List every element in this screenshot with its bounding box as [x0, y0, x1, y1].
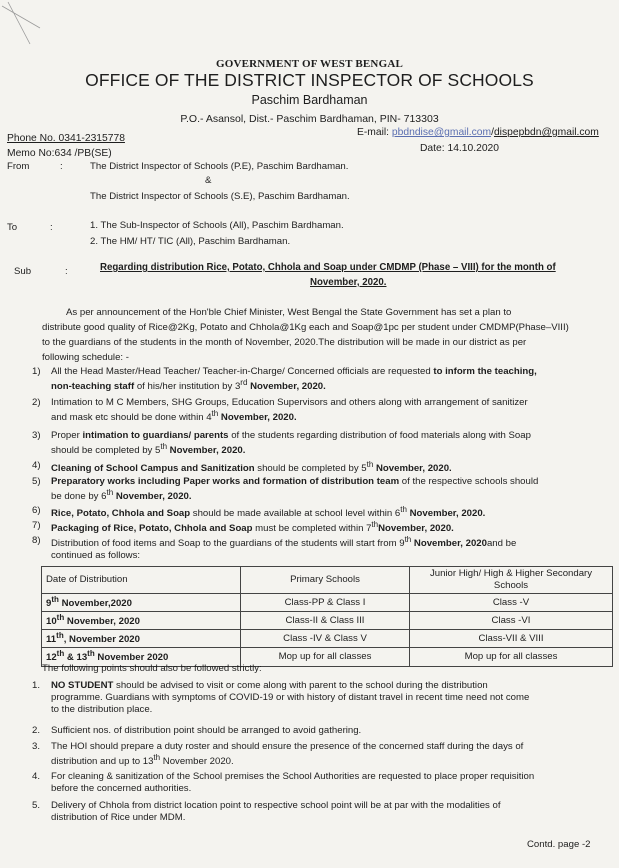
point-text: before the concerned authorities.	[51, 782, 192, 794]
secondary-cell: Class -VI	[410, 612, 613, 630]
schedule-item-6	[32, 505, 610, 520]
subject-line-2: November, 2020.	[310, 277, 387, 288]
from-label: From	[7, 161, 30, 172]
item-text: should be completed by 5	[51, 445, 161, 457]
item-bold-text: to inform the teaching,	[433, 366, 537, 377]
item-number: 8)	[32, 535, 41, 546]
point-number: 5.	[32, 800, 41, 811]
point-text: distribution and up to 13	[51, 756, 154, 768]
subject-line-1: Regarding distribution Rice, Potato, Chhola and Soap under CMDMP (Phase – VIII) for the month of	[100, 262, 556, 273]
table-row	[42, 630, 613, 648]
ordinal-suffix: th	[153, 752, 161, 762]
schedule-item-8	[32, 535, 610, 562]
schedule-item-3	[32, 430, 610, 457]
subject-colon: :	[65, 266, 68, 277]
item-bold-text: Rice, Potato, Chhola and Soap	[51, 508, 191, 520]
email-link-1[interactable]: pbdndise@gmail.com	[391, 127, 492, 138]
intro-line-2: distribute good quality of Rice@2Kg, Potato and Chhola@1Kg each and Soap@1pc per student under CMDMP(Phase–VIII)	[42, 322, 569, 333]
point-number: 2.	[32, 725, 41, 736]
point-item-5	[32, 800, 610, 824]
memo-number: Memo No:634 /PB(SE)	[7, 148, 112, 159]
item-number: 7)	[32, 520, 41, 531]
ordinal-suffix: th	[56, 649, 65, 659]
item-number: 5)	[32, 476, 41, 487]
ordinal-suffix: th	[87, 649, 95, 659]
point-item-1	[32, 680, 610, 716]
intro-line-1: As per announcement of the Hon'ble Chief Minister, West Bengal the State Government has set a plan to	[66, 307, 512, 318]
item-bold-text: intimation to guardians/ parents	[82, 430, 229, 441]
date-cell	[42, 612, 241, 630]
item-text: and mask etc should be done within 4	[51, 412, 212, 424]
item-bold-text: November, 2020.	[373, 463, 452, 475]
from-ampersand: &	[205, 175, 212, 186]
item-text: should be made available at school level within 6	[190, 508, 401, 520]
primary-cell: Class -IV & Class V	[241, 630, 410, 648]
point-number: 1.	[32, 680, 41, 691]
schedule-item-2	[32, 397, 610, 424]
from-line-1: The District Inspector of Schools (P.E), Paschim Bardhaman.	[90, 161, 349, 172]
points-intro: The following points should also be followed strictly:	[42, 663, 262, 674]
item-number: 2)	[32, 397, 41, 408]
item-text: of the respective schools should	[399, 476, 539, 487]
email-separator: /	[491, 127, 494, 138]
district-name: Paschim Bardhaman	[251, 93, 368, 107]
point-item-3	[32, 741, 610, 768]
continued-note: Contd. page -2	[527, 839, 591, 850]
date-month: November,2020	[58, 598, 132, 610]
secondary-cell: Class -V	[410, 593, 613, 611]
intro-line-4: following schedule: -	[42, 352, 129, 363]
to-line-2: 2. The HM/ HT/ TIC (All), Paschim Bardhaman.	[90, 236, 291, 247]
table-header: Junior High/ High & Higher Secondary Schools	[410, 567, 613, 594]
date-cell	[42, 630, 241, 648]
item-bold-text: Packaging of Rice, Potato, Chhola and Soap	[51, 523, 253, 535]
item-bold-text: November, 2020.	[218, 412, 297, 424]
item-bold-text: November, 2020.	[378, 523, 454, 535]
item-text: Proper	[51, 430, 83, 441]
point-text: Sufficient nos. of distribution point should be arranged to avoid gathering.	[51, 725, 362, 736]
secondary-cell: Mop up for all classes	[410, 648, 613, 666]
date-day: 10	[46, 616, 57, 628]
date-month: November, 2020	[64, 616, 140, 628]
ordinal-suffix: th	[366, 460, 374, 469]
date-connector: & 13	[64, 652, 88, 664]
ordinal-suffix: th	[56, 613, 65, 623]
date-day: 9	[46, 598, 52, 610]
ordinal-suffix: th	[160, 441, 168, 451]
item-number: 4)	[32, 460, 41, 471]
email-label: E-mail:	[357, 127, 392, 138]
email-line	[357, 127, 599, 140]
date-month: , November 2020	[63, 634, 140, 646]
schedule-item-1	[32, 366, 610, 393]
item-text: must be completed within 7	[252, 523, 372, 535]
point-number: 4.	[32, 771, 41, 782]
from-line-2: The District Inspector of Schools (S.E), Paschim Bardhaman.	[90, 191, 350, 202]
table-row	[42, 612, 613, 630]
ordinal-suffix: th	[106, 487, 114, 497]
schedule-item-4	[32, 460, 610, 475]
to-colon: :	[50, 222, 53, 233]
item-text: Intimation to M C Members, SHG Groups, Education Supervisors and others along with arrangement of sanitizer	[51, 397, 528, 408]
item-bold-text: Preparatory works including Paper works and formation of distribution team	[51, 476, 400, 487]
subject-label: Sub	[14, 266, 32, 277]
point-text: November 2020.	[160, 756, 234, 768]
ordinal-suffix: rd	[240, 377, 248, 387]
ordinal-suffix: th	[56, 631, 64, 641]
office-title: OFFICE OF THE DISTRICT INSPECTOR OF SCHOOLS	[85, 70, 534, 90]
ordinal-suffix: th	[371, 520, 379, 529]
point-text: For cleaning & sanitization of the School premises the School Authorities are requested to place proper requisition	[51, 771, 535, 782]
to-label: To	[7, 222, 18, 233]
item-bold-text: November, 2020.	[406, 508, 486, 520]
phone-number: Phone No. 0341-2315778	[7, 133, 125, 144]
date-month: November 2020	[94, 652, 169, 664]
schedule-item-5	[32, 476, 610, 503]
office-address: P.O.- Asansol, Dist.- Paschim Bardhaman, PIN- 713303	[180, 113, 439, 125]
from-colon: :	[60, 161, 63, 172]
table-header: Date of Distribution	[42, 567, 241, 594]
point-text: The HOI should prepare a duty roster and should ensure the presence of the concerned staff during the days of	[51, 741, 524, 752]
item-bold-text: November, 2020	[411, 538, 487, 550]
memo-date: Date: 14.10.2020	[420, 143, 500, 154]
date-day: 11	[46, 634, 57, 646]
ordinal-suffix: th	[51, 594, 59, 604]
schedule-item-7	[32, 520, 610, 535]
table-header-row	[42, 567, 613, 594]
point-text: programme. Guardians with symptoms of COVID-19 or with history of distant travel in recent time need not come	[51, 691, 530, 703]
date-cell	[42, 593, 241, 611]
item-number: 6)	[32, 505, 41, 516]
point-item-4	[32, 771, 610, 795]
point-item-2	[32, 725, 610, 737]
item-bold-text: November, 2020.	[167, 445, 246, 457]
item-bold-text: Cleaning of School Campus and Sanitization	[51, 463, 255, 475]
ordinal-suffix: th	[404, 535, 412, 544]
item-text: of the students regarding distribution of food materials along with Soap	[228, 430, 531, 441]
point-number: 3.	[32, 741, 41, 752]
item-text: should be completed by 5	[254, 463, 367, 475]
item-bold-text: November, 2020.	[113, 491, 192, 503]
email-link-2[interactable]: dispepbdn@gmail.com	[493, 127, 599, 138]
item-text: of his/her institution by 3	[134, 381, 241, 393]
to-line-1: 1. The Sub-Inspector of Schools (All), Paschim Bardhaman.	[90, 220, 344, 231]
page-corner-mark	[0, 0, 60, 50]
item-number: 3)	[32, 430, 41, 441]
distribution-schedule-table	[41, 566, 613, 667]
govt-heading: GOVERNMENT OF WEST BENGAL	[215, 58, 404, 70]
item-text: continued as follows:	[51, 550, 141, 562]
table-header: Primary Schools	[241, 567, 410, 594]
point-text: Delivery of Chhola from district location point to respective school point will be at par with the modalities of	[51, 800, 501, 811]
point-bold-text: NO STUDENT	[51, 680, 114, 691]
primary-cell: Class-PP & Class I	[241, 593, 410, 611]
point-text: distribution of Rice under MDM.	[51, 811, 186, 823]
secondary-cell: Class-VII & VIII	[410, 630, 613, 648]
item-text: All the Head Master/Head Teacher/ Teacher-in-Charge/ Concerned officials are requested	[51, 366, 434, 377]
item-text: be done by 6	[51, 491, 107, 503]
item-text: Distribution of food items and Soap to the guardians of the students will start from 9	[51, 538, 405, 550]
primary-cell: Class-II & Class III	[241, 612, 410, 630]
ordinal-suffix: th	[211, 408, 219, 418]
item-text: and be	[486, 538, 517, 550]
ordinal-suffix: th	[400, 505, 407, 514]
item-number: 1)	[32, 366, 41, 377]
intro-line-3: to the guardians of the students in the month of November, 2020.The distribution will be made in our district as per	[42, 337, 527, 348]
date-day: 12	[46, 652, 57, 664]
table-row	[42, 593, 613, 611]
item-bold-text: non-teaching staff	[51, 381, 135, 393]
point-text: should be advised to visit or come along with parent to the school during the distribution	[113, 680, 488, 691]
item-bold-text: November, 2020.	[247, 381, 326, 393]
point-text: to the distribution place.	[51, 703, 153, 715]
primary-cell: Mop up for all classes	[241, 648, 410, 666]
